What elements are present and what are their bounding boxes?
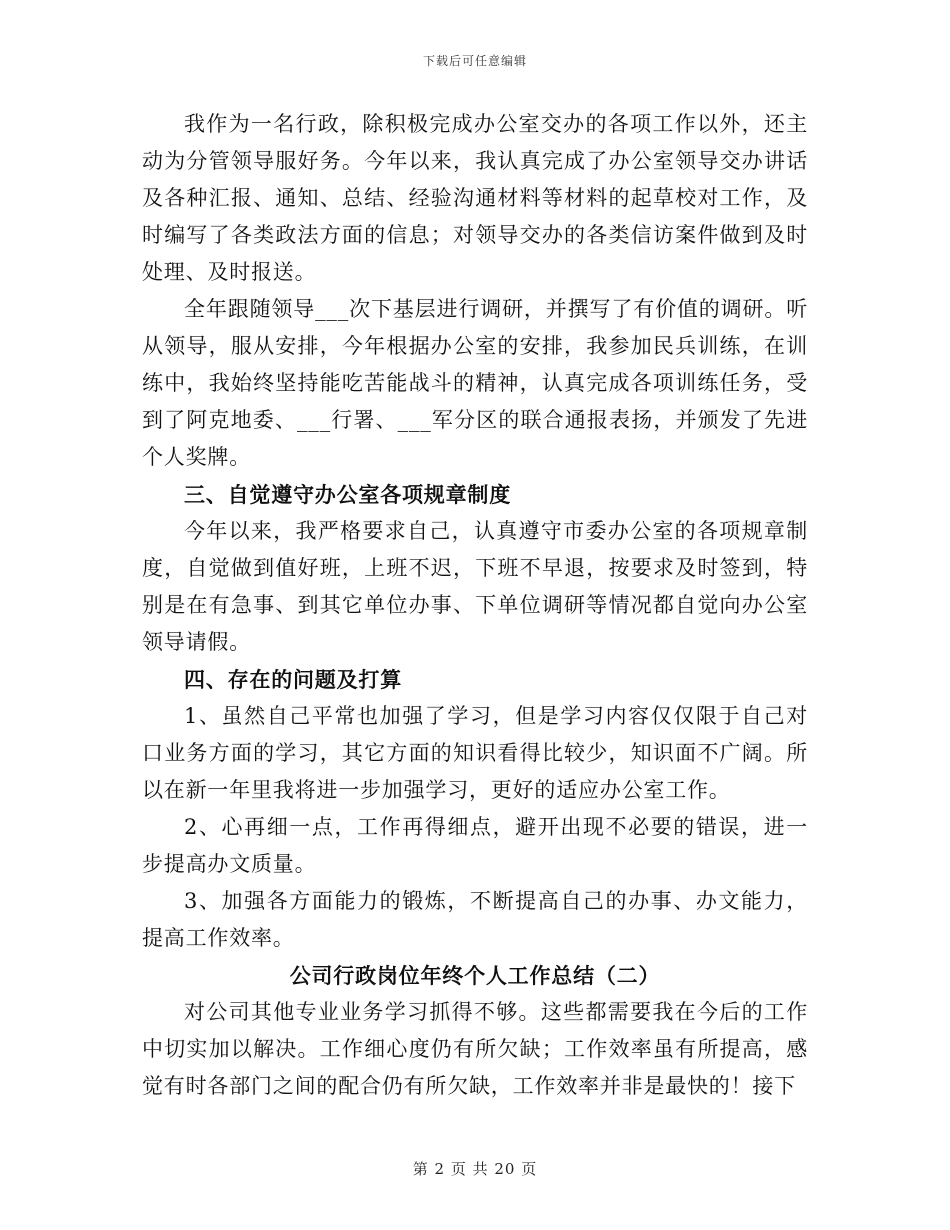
section-heading-rules: 三、自觉遵守办公室各项规章制度 [184,482,511,507]
list-item-care: 2、心再细一点，工作再得细点，避开出现不必要的错误，进一步提高办文质量。 [142,815,808,876]
paragraph-research: 全年跟随领导___次下基层进行调研，并撰写了有价值的调研。听从领导，服从安排，今年根据办公室的安排，我参加民兵训练，在训练中，我始终坚持能吃苦能战斗的精神，认真完成各项训练任务，受到了阿克地委、___行署、___军分区的联合通报表扬，并颁发了先进个人奖牌。 [142,297,808,469]
paragraph-summary-two: 对公司其他专业业务学习抓得不够。这些都需要我在今后的工作中切实加以解决。工作细心度仍有所欠缺；工作效率虽有所提高，感觉有时各部门之间的配合仍有所欠缺，工作效率并非是最快的！接下 [142,1000,808,1098]
section-title: 公司行政岗位年终个人工作总结（二） [289,963,661,988]
list-item-study: 1、虽然自己平常也加强了学习，但是学习内容仅仅限于自己对口业务方面的学习，其它方面的知识看得比较少，知识面不广阔。所以在新一年里我将进一步加强学习，更好的适应办公室工作。 [142,704,808,802]
list-item-ability: 3、加强各方面能力的锻炼，不断提高自己的办事、办文能力，提高工作效率。 [142,889,808,950]
page-number: 第 2 页 共 20 页 [412,1160,538,1178]
paragraph-duties: 我作为一名行政，除积极完成办公室交办的各项工作以外，还主动为分管领导服好务。今年以来，我认真完成了办公室领导交办讲话及各种汇报、通知、总结、经验沟通材料等材料的起草校对工作，及时编写了各类政法方面的信息；对领导交办的各类信访案件做到及时处理、及时报送。 [142,112,808,284]
page-header: 下载后可任意编辑 [422,54,527,68]
section-heading-problems: 四、存在的问题及打算 [184,667,402,692]
document-body [142,106,808,1105]
paragraph-rules: 今年以来，我严格要求自己，认真遵守市委办公室的各项规章制度，自觉做到值好班，上班不迟，下班不早退，按要求及时签到，特别是在有急事、到其它单位办事、下单位调研等情况都自觉向办公室领导请假。 [142,519,808,654]
